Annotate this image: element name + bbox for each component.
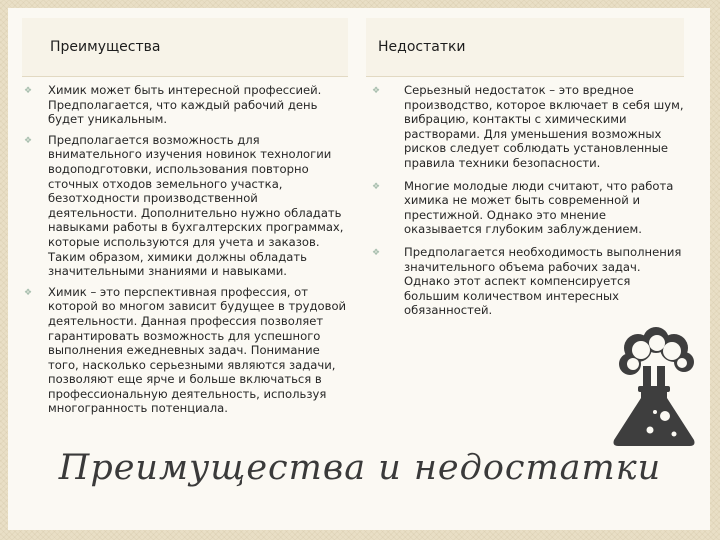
advantage-text: Предполагается возможность для внимательного изучения новинок технологии водоподготовки, использования повторно сточных отходов земельного участка, безотходности производственной деятельности. Дополнительно нужно обладать навыками работы в бухгалтерских программах, которые используются для учета и заказов. Таким образом, химики должны обладать значительными знаниями и навыками. — [48, 132, 344, 279]
advantages-list-item — [22, 133, 348, 279]
advantage-text: Химик – это перспективная профессия, от которой во многом зависит будущее в трудовой деятельности. Данная профессия позволяет гарантировать возможность для успешного выполнения ежедневных задач. Понимание того, насколько серьезными являются задачи, позволяют еще ярче и больше включаться в профессиональную деятельность, используя многогранность потенциала. — [48, 284, 347, 416]
disadvantages-column — [366, 18, 684, 326]
advantages-heading-box — [22, 18, 348, 77]
disadvantages-list — [366, 83, 684, 318]
advantages-heading: Преимущества — [50, 39, 161, 55]
bullet-icon: ❖ — [372, 247, 381, 258]
advantages-list-item — [22, 83, 348, 127]
bullet-icon: ❖ — [24, 86, 33, 96]
flask-icon — [608, 326, 700, 448]
disadvantage-text: Многие молодые люди считают, что работа химика не может быть современной и престижной. Однако это мнение оказывается глубоким заблуждением. — [404, 178, 674, 237]
bullet-icon: ❖ — [372, 181, 381, 192]
advantages-list-item — [22, 285, 348, 416]
page-title: Преимущества и недостатки — [58, 448, 662, 488]
disadvantage-text: Предполагается необходимость выполнения значительного объема рабочих задач. Однако этот аспект компенсируется большим количеством интересных обязанностей. — [404, 244, 682, 318]
advantages-column — [22, 18, 348, 422]
disadvantages-list-item — [366, 245, 684, 318]
bullet-icon: ❖ — [372, 86, 381, 96]
disadvantages-list-item — [366, 83, 684, 171]
disadvantages-heading: Недостатки — [378, 39, 466, 55]
advantage-text: Химик может быть интересной профессией. Предполагается, что каждый рабочий день будет уникальным. — [48, 83, 322, 127]
disadvantage-text: Серьезный недостаток – это вредное производство, которое включает в себя шум, вибрацию, контакты с химическими растворами. Для уменьшения возможных рисков следует соблюдать установленные правила техники безопасности. — [404, 83, 684, 170]
bullet-icon: ❖ — [24, 135, 33, 146]
advantages-list — [22, 83, 348, 416]
bullet-icon: ❖ — [24, 287, 33, 298]
disadvantages-list-item — [366, 179, 684, 237]
disadvantages-heading-box — [366, 18, 684, 77]
